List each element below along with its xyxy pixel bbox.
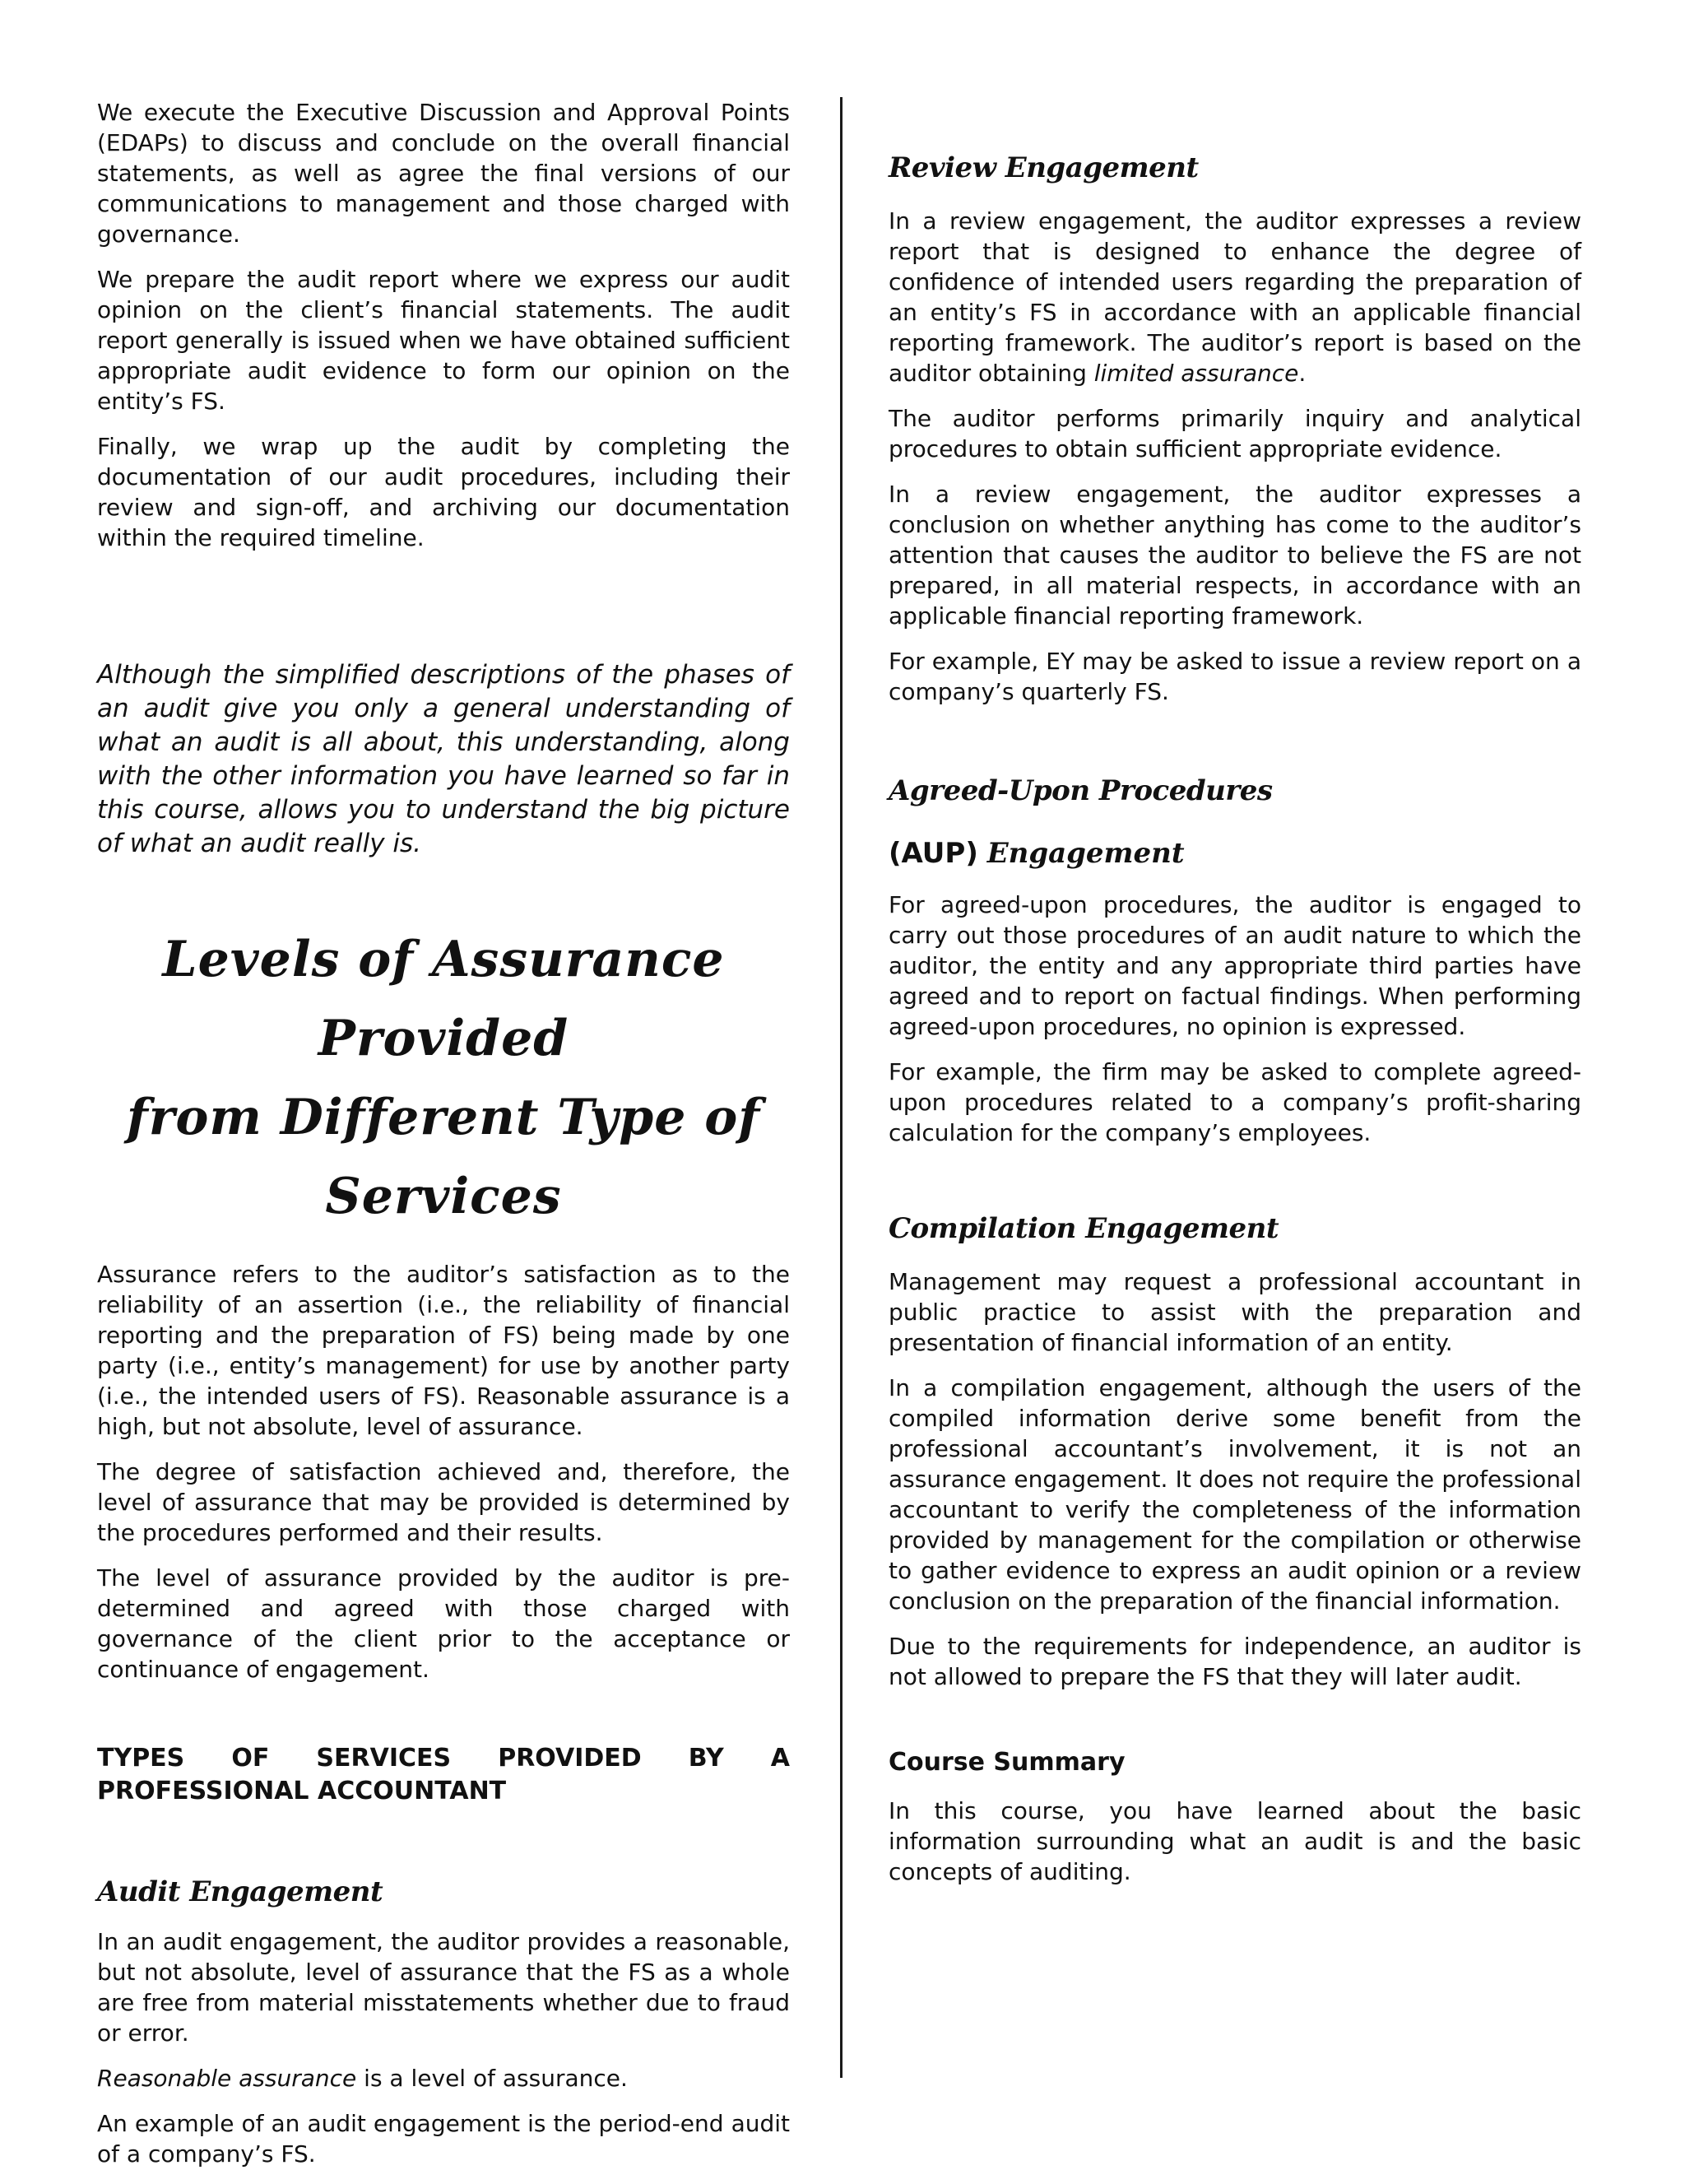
aup-engagement-word: Engagement [986, 837, 1185, 870]
paragraph-degree-of-satisfaction: The degree of satisfaction achieved and, therefore, the level of assurance that may be provided is determined by the procedures performed and their results. [97, 1458, 790, 1546]
paragraph-course-summary: In this course, you have learned about the basic information surrounding what an audit is and the basic concepts of auditing. [889, 1797, 1581, 1885]
paragraph-compilation-detail: In a compilation engagement, although the users of the compiled information derive some benefit from the professional accountant’s involvement, it is not an assurance engagement. It does not require the professional accountant to verify the completeness of the information provided by management for the compilation or otherwise to gather evidence to express an audit opinion or a review conclusion on the preparation of the financial information. [889, 1374, 1581, 1615]
column-divider [840, 97, 842, 2078]
paragraph-reasonable-assurance [97, 2063, 790, 2093]
paragraph-audit-example: An example of an audit engagement is the period-end audit of a company’s FS. [97, 2110, 790, 2168]
compilation-engagement-heading: Compilation Engagement [889, 1212, 1279, 1245]
paragraph-aup-example: For example, the firm may be asked to complete agreed-upon procedures related to a company’s profit-sharing calculation for the company’s employees. [889, 1058, 1581, 1146]
types-of-services-heading: TYPES OF SERVICES PROVIDED BY A PROFESSIONAL ACCOUNTANT [97, 1744, 790, 1805]
paragraph-review-procedures: The auditor performs primarily inquiry and analytical procedures to obtain sufficient appropriate evidence. [889, 405, 1581, 462]
review-text: In a review engagement, the auditor expresses a review report that is designed to enhance the degree of confidence of intended users regarding the preparation of an entity’s FS in accordance with an applicable financial reporting framework. The auditor’s report is based on the auditor obtaining [889, 207, 1581, 387]
limited-assurance-term: limited assurance [1093, 360, 1299, 387]
summary-quote: Although the simplified descriptions of the phases of an audit give you only a general understanding of what an audit is all about, this understanding, along with the other information you have learned so far in this course, allows you to understand the big picture of what an audit really is. [97, 660, 790, 858]
right-column [889, 97, 1581, 1902]
reasonable-assurance-term: Reasonable assurance [97, 2065, 357, 2092]
aup-heading-line2 [889, 835, 1581, 871]
paragraph-wrap-up: Finally, we wrap up the audit by completing the documentation of our audit procedures, including their review and sign-off, and archiving our documentation within the required timeline. [97, 433, 790, 551]
course-summary-heading: Course Summary [889, 1748, 1126, 1777]
paragraph-compilation-request: Management may request a professional accountant in public practice to assist with the preparation and presentation of financial information of an entity. [889, 1268, 1581, 1356]
paragraph-audit-engagement: In an audit engagement, the auditor provides a reasonable, but not absolute, level of assurance that the FS as a whole are free from material misstatements whether due to fraud or error. [97, 1928, 790, 2047]
paragraph-audit-report: We prepare the audit report where we express our audit opinion on the client’s financial statements. The audit report generally is issued when we have obtained sufficient appropriate audit evidence to form our opinion on the entity’s FS. [97, 266, 790, 415]
paragraph-edaps: We execute the Executive Discussion and Approval Points (EDAPs) to discuss and conclude on the overall financial statements, as well as agree the final versions of our communications to management and those charged with governance. [97, 99, 790, 248]
section-heading-line1: Levels of Assurance Provided [162, 931, 725, 1067]
section-heading-levels [97, 920, 790, 1236]
paragraph-predetermined-level: The level of assurance provided by the auditor is pre-determined and agreed with those charged with governance of the client prior to the acceptance or continuance of engagement. [97, 1564, 790, 1683]
left-column [97, 97, 790, 2184]
review-text-end: . [1298, 360, 1307, 387]
aup-abbrev: (AUP) [889, 837, 978, 870]
section-heading-line2: from Different Type of Services [126, 1089, 761, 1225]
paragraph-assurance-definition: Assurance refers to the auditor’s satisfaction as to the reliability of an assertion (i.e., the reliability of financial reporting and the preparation of FS) being made by one party (i.e., entity’s management) for use by another party (i.e., the intended users of FS). Reasonable assurance is a high, but not absolute, level of assurance. [97, 1261, 790, 1440]
paragraph-review-conclusion: In a review engagement, the auditor expresses a conclusion on whether anything has come to the auditor’s attention that causes the auditor to believe the FS are not prepared, in all material respects, in accordance with an applicable financial reporting framework. [889, 481, 1581, 630]
paragraph-aup-definition: For agreed-upon procedures, the auditor is engaged to carry out those procedures of an audit nature to which the auditor, the entity and any appropriate third parties have agreed and to report on factual findings. When performing agreed-upon procedures, no opinion is expressed. [889, 891, 1581, 1040]
paragraph-review-engagement [889, 206, 1581, 388]
aup-heading-line1: Agreed-Upon Procedures [889, 774, 1273, 807]
review-engagement-heading: Review Engagement [889, 151, 1199, 184]
paragraph-review-example: For example, EY may be asked to issue a review report on a company’s quarterly FS. [889, 648, 1581, 705]
reasonable-assurance-rest: is a level of assurance. [356, 2065, 628, 2092]
paragraph-compilation-independence: Due to the requirements for independence, an auditor is not allowed to prepare the FS that they will later audit. [889, 1633, 1581, 1690]
audit-engagement-heading: Audit Engagement [97, 1875, 383, 1908]
